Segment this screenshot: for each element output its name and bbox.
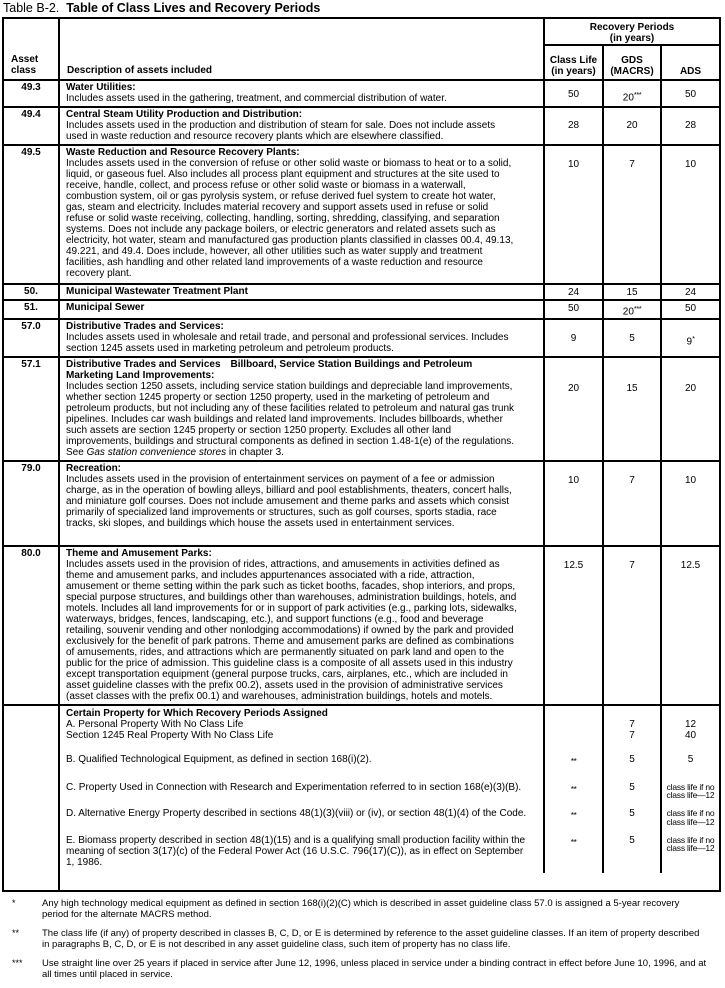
class-life-cell: ** [543, 835, 602, 868]
special-item: D. Alternative Energy Property described in sections 48(1)(3)(viii) or (iv), or section 48(1)(4) of the Code. [66, 808, 527, 820]
class-life-cell: 12.5 [543, 545, 602, 704]
ads-cell [660, 706, 719, 719]
ads-cell: class life if no class life—12 [660, 835, 719, 868]
row-body: Includes assets used in the conversion of refuse or other solid waste or biomass to heat or to a solid, liquid, or gaseous fuel. Also includes all process plant equipment and structures at the site used to receive, handle, collect, and process refuse or other solid waste or biomass in a waterwall, combustion system, oil or gas pyrolysis system, or refuse derived fuel system to create hot water, gas, steam and electricity. Includes material recovery and support assets used in refuse or solid refuse or solid waste receiving, collecting, handling, sorting, shredding, classifying, and separation systems. Does not include any package boilers, or electric generators and related assets such as electricity, hot water, steam and manufactured gas production plants classified in classes 00.4, 49.13, 49.221, and 49.4. Does include, however, all other utilities such as water supply and treatment facilities, ash handling and other related land improvements of a waste reduction and resource recovery plant. [66, 158, 514, 279]
class-life-cell [543, 730, 602, 741]
ads-cell: 12.5 [660, 545, 719, 704]
row-title: Central Steam Utility Production and Distribution: [66, 109, 303, 120]
gds-cell: 7 [602, 144, 660, 283]
spacer [660, 868, 719, 873]
spacer [60, 800, 543, 808]
asset-class-cell: 57.0 [4, 318, 58, 356]
row-body: Includes section 1250 assets, including service station buildings and depreciable land improvements, whether section 1245 property or section 1250 property, used in the marketing of petroleum and petroleum products, but not including any of these facilities related to petroleum and natural gas trunk pipelines. Includes car wash buildings and related land improvements. Includes billboards, whether such assets are section 1245 property or section 1250 property. Excludes all other land improvements, buildings and structural components as defined in section 1.48-1(e) of the regulations. See Gas station convenience stores in chapter 3. [66, 380, 515, 458]
footnote [2, 898, 723, 928]
gds-cell: 20*** [602, 79, 660, 106]
spacer [543, 800, 602, 808]
gds-cell: 15 [602, 356, 660, 460]
ads-cell: 10 [660, 144, 719, 283]
italic-reference: Gas station convenience stores [86, 446, 227, 458]
spacer [660, 741, 719, 754]
gds-cell: 20 [602, 106, 660, 144]
spacer [60, 741, 543, 754]
ads-cell: class life if no class life—12 [660, 808, 719, 827]
asset-class-cell: 57.1 [4, 356, 58, 460]
gds-cell [602, 706, 660, 719]
recovery-periods-line1: Recovery Periods [589, 22, 675, 33]
col-header-class-life: Class Life (in years) [543, 46, 602, 79]
table-number: Table B-2. [3, 1, 60, 15]
class-life-cell: 10 [543, 460, 602, 545]
row-body: Includes assets used in the gathering, treatment, and commercial distribution of water. [66, 93, 447, 104]
page-title [2, 1, 723, 17]
asset-class-cell: 51. [4, 299, 58, 318]
row-title: Recreation: [66, 462, 122, 474]
description-cell [58, 460, 543, 545]
class-life-cell [543, 719, 602, 730]
row-title: Water Utilities: [66, 82, 136, 93]
description-cell [58, 79, 543, 106]
spacer [602, 827, 660, 835]
ads-cell: 12 [660, 719, 719, 730]
col-header-recovery-periods [543, 19, 719, 46]
spacer [60, 767, 543, 782]
gds-cell: 7 [602, 719, 660, 730]
certain-property-heading: Certain Property for Which Recovery Periods Assigned [66, 707, 328, 719]
class-life-cell: 50 [543, 79, 602, 106]
special-item: Section 1245 Real Property With No Class Life [66, 729, 274, 741]
class-life-cell: ** [543, 754, 602, 767]
spacer [660, 827, 719, 835]
row-body: Includes assets used in wholesale and retail trade, and personal and professional services. Includes section 1245 assets used in marketing petroleum and petroleum products. [66, 331, 509, 354]
asset-class-cell: 49.4 [4, 106, 58, 144]
footnote-marker: *** [633, 90, 642, 99]
ads-cell: 40 [660, 730, 719, 741]
footnote-text: Any high technology medical equipment as defined in section 168(i)(2)(C) which is described in asset guideline class 57.0 is assigned a 5-year recovery period for the alternate MACRS method. [42, 897, 680, 920]
gds-cell: 5 [602, 808, 660, 827]
asset-class-cell: 79.0 [4, 460, 58, 545]
col-header-gds: GDS (MACRS) [602, 46, 660, 79]
row-title: Municipal Wastewater Treatment Plant [66, 286, 248, 297]
asset-class-cell: 49.5 [4, 144, 58, 283]
description-cell [58, 356, 543, 460]
class-life-cell: ** [543, 808, 602, 827]
row-body: Includes assets used in the provision of rides, attractions, and amusements in activities defined as theme and amusement parks, and includes appurtenances associated with a ride, attraction, amusement or theme setting within the park such as ticket booths, facades, shop interiors, and props, special purpose structures, and buildings other than warehouses, administration buildings, hotels, and motels. Includes all land improvements for or in support of park activities (e.g., parking lots, sidewalks, waterways, bridges, fences, landscaping, etc.), and support functions (e.g., food and beverage retailing, souvenir vending and other nonlodging accommodations) if owned by the park and provided exclusively for the benefit of park patrons. Theme and amusement parks are defined as combinations of amusements, rides, and attractions which are permanently situated on park land and open to the public for the price of admission. This guideline class is a composite of all assets used in this industry except transportation equipment (general purpose trucks, cars, airplanes, etc., which are included in asset guideline classes with the prefix 00.2), assets used in the provision of administrative services (asset classes with the prefix 00.1) and warehouses, administration buildings, hotels and motels. [66, 558, 517, 702]
spacer [60, 827, 543, 835]
class-lives-table [2, 17, 721, 892]
description-cell [58, 299, 543, 318]
spacer [543, 741, 602, 754]
ads-cell: 5 [660, 754, 719, 767]
gds-cell: 5 [602, 754, 660, 767]
gds-cell: 5 [602, 782, 660, 801]
special-item: C. Property Used in Connection with Research and Experimentation referred to in section 168(e)(3)(B). [66, 781, 522, 793]
ads-cell: 50 [660, 299, 719, 318]
description-cell [58, 144, 543, 283]
spacer [543, 767, 602, 782]
footnote-marker: *** [12, 957, 23, 968]
ads-cell: 50 [660, 79, 719, 106]
spacer [60, 868, 543, 873]
row-title: Distributive Trades and Services: [66, 320, 224, 332]
gds-cell: 5 [602, 835, 660, 868]
class-life-cell: ** [543, 782, 602, 801]
row-title: Waste Reduction and Resource Recovery Plants: [66, 147, 300, 158]
gds-cell: 15 [602, 283, 660, 299]
recovery-periods-line2: (in years) [609, 33, 655, 44]
footnote-marker: *** [633, 304, 642, 313]
table-title: Table of Class Lives and Recovery Periods [66, 1, 321, 15]
spacer [602, 800, 660, 808]
spacer [602, 741, 660, 754]
spacer [660, 767, 719, 782]
col-header-ads: ADS [660, 46, 719, 79]
special-item: B. Qualified Technological Equipment, as defined in section 168(i)(2). [66, 753, 372, 765]
col-header-asset-class: Asset class [11, 54, 39, 76]
ads-cell: 28 [660, 106, 719, 144]
ads-cell: 10 [660, 460, 719, 545]
description-cell [58, 283, 543, 299]
description-cell [58, 106, 543, 144]
footnote [2, 958, 723, 988]
footnote [2, 928, 723, 958]
footnote-marker: ** [12, 927, 20, 938]
footnote-marker: * [12, 897, 16, 908]
spacer [602, 868, 660, 873]
asset-class-cell: 50. [4, 283, 58, 299]
spacer [543, 827, 602, 835]
asset-class-cell: 80.0 [4, 545, 58, 704]
ads-cell: 20 [660, 356, 719, 460]
row-title: Theme and Amusement Parks: [66, 547, 212, 559]
row-title: Distributive Trades and Services Billboard, Service Station Buildings and Petroleum Marketing Land Improvements: [66, 358, 473, 381]
footnote-text: Use straight line over 25 years if placed in service after June 12, 1996, unless placed in service under a binding contract in effect before June 10, 1996, and at all times until placed in service. [42, 957, 707, 980]
spacer [543, 868, 602, 873]
class-life-cell: 10 [543, 144, 602, 283]
gds-cell: 7 [602, 460, 660, 545]
spacer [602, 767, 660, 782]
gds-cell: 7 [602, 545, 660, 704]
row-title: Municipal Sewer [66, 302, 145, 313]
description-cell [58, 318, 543, 356]
footnotes [2, 898, 723, 988]
special-item: E. Biomass property described in section 48(1)(15) and is a qualifying small production facility within the meaning of section 3(17)(c) of the Federal Power Act (16 U.S.C. 796(17)(C)), as in effect on September 1, 1986. [66, 834, 526, 868]
row-body: Includes assets used in the provision of entertainment services on payment of a fee or admission charge, as in the operation of bowling alleys, billiard and pool establishments, theaters, concert halls, and miniature golf courses. Does not include amusement and theme parks and assets which consist primarily of specialized land improvements or structures, such as golf courses, sports stadia, race tracks, ski slopes, and buildings which house the assets used in entertainment services. [66, 473, 512, 529]
row-body: Includes assets used in the production and distribution of steam for sale. Does not include assets used in waste reduction and resource recovery plants which are elsewhere classified. [66, 120, 496, 142]
ads-cell: class life if no class life—12 [660, 782, 719, 801]
certain-property-section [58, 704, 719, 890]
gds-cell: 20*** [602, 299, 660, 318]
ads-cell: 9* [660, 318, 719, 356]
class-life-cell: 50 [543, 299, 602, 318]
col-header-description: Description of assets included [58, 19, 543, 79]
footnote-marker: * [692, 333, 695, 343]
class-life-cell: 9 [543, 318, 602, 356]
class-life-cell: 28 [543, 106, 602, 144]
special-item: A. Personal Property With No Class Life [66, 718, 244, 730]
class-life-cell [543, 706, 602, 719]
asset-class-cell-empty [4, 704, 58, 890]
ads-cell: 24 [660, 283, 719, 299]
spacer [660, 800, 719, 808]
footnote-text: The class life (if any) of property described in classes B, C, D, or E is determined by reference to the asset guideline classes. If an item of property described in paragraphs B, C, D, or E is not described in any asset guideline class, such item of property has no class life. [42, 927, 700, 950]
class-life-cell: 24 [543, 283, 602, 299]
gds-cell: 7 [602, 730, 660, 741]
class-life-cell: 20 [543, 356, 602, 460]
asset-class-cell: 49.3 [4, 79, 58, 106]
gds-cell: 5 [602, 318, 660, 356]
description-cell [58, 545, 543, 704]
